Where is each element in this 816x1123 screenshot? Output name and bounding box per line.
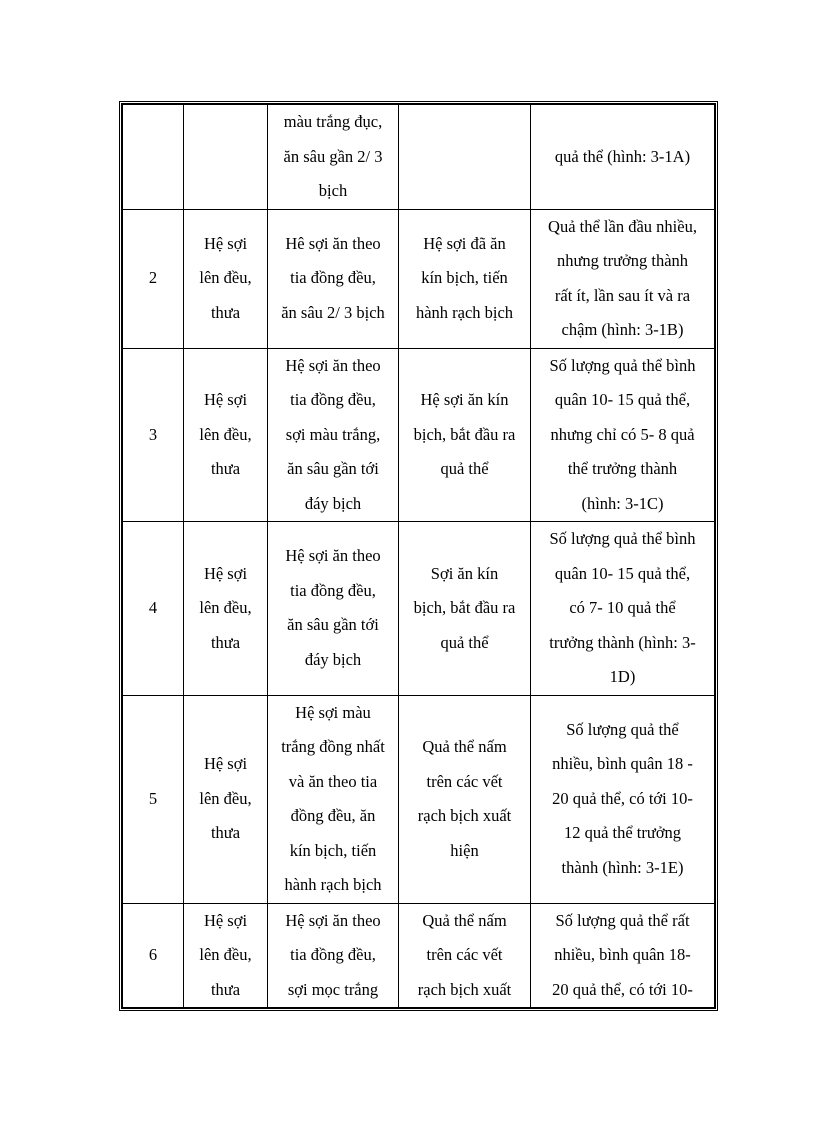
cell-text-line: Số lượng quả thể bình [549, 529, 696, 548]
cell-fruiting-result [531, 209, 715, 348]
cell-text-line: Hệ sợi [203, 563, 248, 583]
cell-text-line: Hệ sợi ăn theo [285, 355, 381, 375]
row-number: 5 [148, 788, 158, 808]
cell-text-line: quân 10- 15 quả thể, [554, 390, 691, 409]
cell-text-line: 1D) [609, 667, 636, 686]
results-table [122, 104, 715, 1008]
cell-text-line: nhiều, bình quân 18 - [552, 754, 693, 774]
cell-text-line: Hệ sợi [203, 233, 248, 253]
cell-formula-number [123, 695, 184, 903]
cell-formula-number [123, 903, 184, 1008]
cell-text-line: rất ít, lần sau ít và ra [554, 285, 691, 305]
cell-text-line: ăn sâu gần tới [287, 615, 379, 635]
cell-text-line: 12 quả thể trưởng [563, 823, 682, 843]
cell-text-line: thưa [210, 302, 241, 322]
cell-text-line: sợi màu trắng, [285, 424, 381, 444]
cell-stage [399, 348, 531, 522]
cell-text-line: đáy bịch [304, 493, 362, 513]
cell-text-line: quả thể [440, 459, 489, 478]
cell-text-line: lên đều, [199, 424, 252, 444]
cell-text-line: bịch [318, 181, 348, 200]
cell-text-line: nhưng chỉ có 5- 8 quả [550, 424, 695, 444]
cell-fruiting-result [531, 903, 715, 1008]
cell-text-line: lên đều, [199, 945, 252, 964]
cell-text-line: thành (hình: 3-1E) [561, 857, 684, 877]
cell-mycelium-description [268, 695, 399, 903]
cell-fruiting-result [531, 695, 715, 903]
cell-text-line: tia đồng đều, [290, 580, 376, 600]
cell-stage [399, 209, 531, 348]
cell-text-line: Hệ sợi [203, 390, 248, 409]
cell-formula-number [123, 209, 184, 348]
cell-text-line: thưa [210, 632, 241, 652]
results-table-frame [119, 101, 718, 1011]
cell-text-line: rạch bịch xuất [417, 806, 512, 825]
cell-mycelium-description [268, 348, 399, 522]
cell-text-line: Số lượng quả thể [566, 719, 679, 739]
cell-text-line: nhưng trưởng thành [556, 251, 689, 270]
cell-text-line: kín bịch, tiến [421, 268, 508, 288]
cell-stage [399, 522, 531, 696]
cell-formula-number [123, 522, 184, 696]
cell-text-line: ăn sâu gần 2/ 3 [283, 146, 383, 166]
cell-stage [399, 695, 531, 903]
cell-fruiting-result [531, 348, 715, 522]
cell-text-line: Hệ sợi [203, 754, 248, 774]
cell-text-line: lên đều, [199, 788, 252, 808]
cell-text-line: ăn sâu 2/ 3 bịch [281, 302, 385, 322]
row-number: 4 [148, 598, 158, 617]
cell-text-line: 20 quả thể, có tới 10- [552, 788, 693, 808]
cell-text-line: thưa [210, 459, 241, 478]
cell-text-line: tia đồng đều, [290, 945, 376, 964]
cell-text-line: Quả thể lần đầu nhiều, [548, 216, 697, 236]
row-number: 2 [148, 268, 158, 288]
cell-text-line: quả thể [440, 632, 489, 652]
cell-text-line: Hệ sợi màu [295, 702, 371, 722]
cell-stage [399, 903, 531, 1008]
cell-mycelium-description [268, 209, 399, 348]
cell-text-line: thể trưởng thành [567, 459, 678, 478]
cell-text-line: lên đều, [199, 268, 252, 288]
cell-mycelium-growth [184, 522, 268, 696]
cell-formula-number [123, 105, 184, 210]
cell-text-line: quả thể (hình: 3-1A) [554, 146, 691, 166]
cell-text-line: có 7- 10 quả thể [569, 598, 676, 617]
cell-text-line: nhiều, bình quân 18- [554, 945, 691, 964]
cell-text-line: Hệ sợi đã ăn [423, 233, 506, 253]
cell-mycelium-growth [184, 695, 268, 903]
table-row [123, 522, 715, 696]
cell-text-line: trên các vết [426, 945, 503, 964]
cell-text-line: và ăn theo tia [288, 771, 378, 791]
table-row [123, 348, 715, 522]
cell-mycelium-description [268, 903, 399, 1008]
row-number: 3 [148, 424, 158, 444]
cell-text-line: ăn sâu gần tới [287, 459, 379, 478]
cell-text-line: quân 10- 15 quả thể, [554, 563, 691, 583]
cell-text-line: Số lượng quả thể rất [555, 910, 690, 930]
cell-text-line: hành rạch bịch [415, 302, 514, 322]
cell-text-line: tia đồng đều, [290, 390, 376, 409]
cell-text-line: bịch, bắt đầu ra [413, 598, 516, 617]
cell-mycelium-description [268, 105, 399, 210]
cell-text-line: Hệ sợi ăn kín [420, 390, 509, 409]
cell-mycelium-growth [184, 348, 268, 522]
cell-text-line: 20 quả thể, có tới 10- [552, 979, 693, 999]
cell-text-line: Quả thể nấm [422, 737, 507, 756]
cell-mycelium-growth [184, 209, 268, 348]
cell-text-line: hiện [450, 840, 479, 860]
cell-text-line: lên đều, [199, 598, 252, 617]
cell-text-line: trắng đồng nhất [281, 737, 385, 756]
table-row [123, 695, 715, 903]
cell-text-line: sợi mọc trắng [287, 979, 379, 999]
cell-text-line: Hê sợi ăn theo [285, 233, 381, 253]
row-number: 6 [148, 945, 158, 964]
cell-text-line: Sợi ăn kín [430, 563, 499, 583]
cell-fruiting-result [531, 522, 715, 696]
table-row [123, 105, 715, 210]
cell-stage [399, 105, 531, 210]
cell-text-line: Hệ sợi ăn theo [285, 546, 381, 566]
table-row [123, 209, 715, 348]
cell-text-line: kín bịch, tiến [289, 840, 377, 860]
cell-fruiting-result [531, 105, 715, 210]
cell-text-line: Hệ sợi [203, 910, 248, 930]
cell-text-line: Quả thể nấm [422, 910, 507, 930]
cell-mycelium-growth [184, 105, 268, 210]
cell-text-line: trên các vết [426, 771, 503, 791]
cell-text-line: Số lượng quả thể bình [549, 355, 696, 375]
cell-text-line: thưa [210, 979, 241, 999]
cell-mycelium-growth [184, 903, 268, 1008]
cell-text-line: tia đồng đều, [290, 268, 376, 288]
cell-text-line: đồng đều, ăn [290, 806, 376, 825]
cell-text-line: (hình: 3-1C) [581, 493, 664, 513]
cell-text-line: màu trắng đục, [283, 112, 383, 131]
cell-text-line: Hệ sợi ăn theo [285, 910, 381, 930]
cell-text-line: rạch bịch xuất [417, 979, 512, 999]
cell-text-line: thưa [210, 823, 241, 843]
table-row [123, 903, 715, 1008]
cell-formula-number [123, 348, 184, 522]
cell-text-line: chậm (hình: 3-1B) [561, 320, 684, 339]
cell-text-line: đáy bịch [304, 649, 362, 669]
cell-mycelium-description [268, 522, 399, 696]
table-body [123, 105, 715, 1008]
cell-text-line: trưởng thành (hình: 3- [549, 632, 696, 652]
cell-text-line: bịch, bắt đầu ra [413, 424, 516, 444]
cell-text-line: hành rạch bịch [284, 875, 382, 894]
